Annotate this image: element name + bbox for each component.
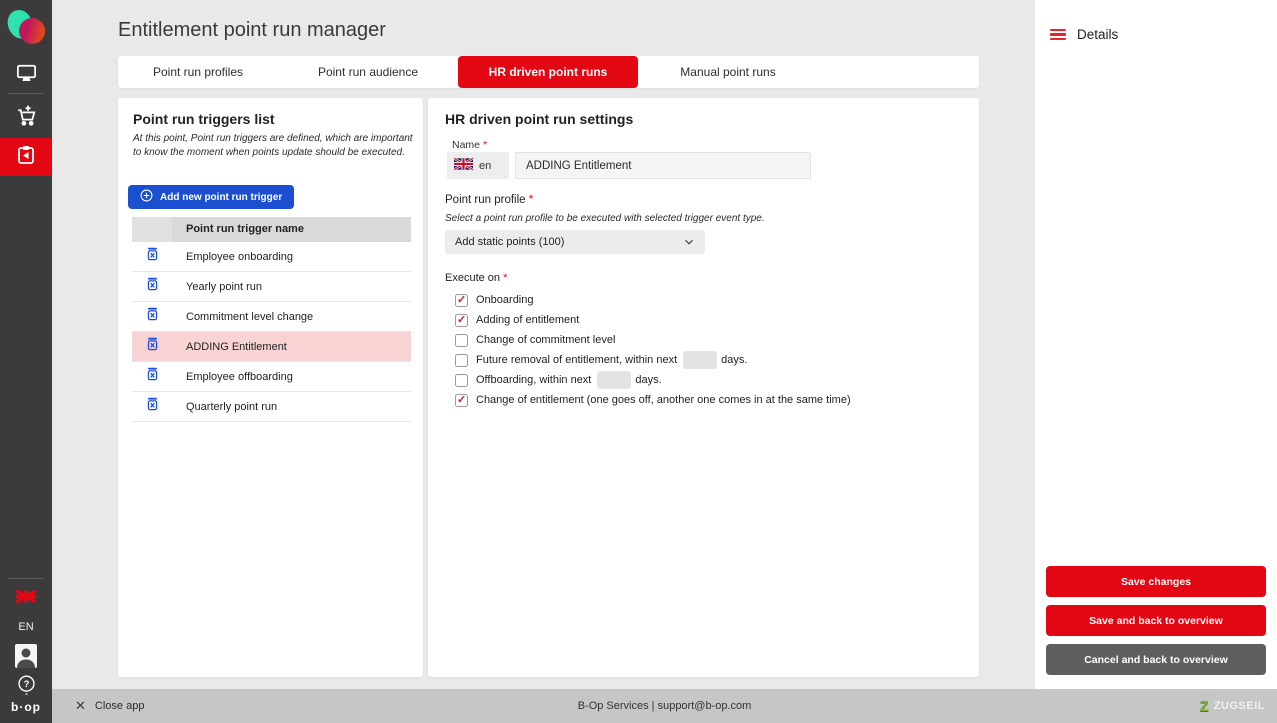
execute-on-options <box>455 290 851 410</box>
user-avatar-icon[interactable] <box>15 644 37 668</box>
option-offboarding <box>455 370 851 390</box>
sidebar-divider-bottom <box>8 578 44 579</box>
sidebar-language-label[interactable]: EN <box>18 621 34 633</box>
checkbox-change-of-commitment-level[interactable] <box>455 334 468 347</box>
cart-plus-icon <box>14 103 39 133</box>
option-suffix: days. <box>721 354 748 366</box>
language-selector[interactable] <box>447 152 509 179</box>
checkbox-future-removal[interactable] <box>455 354 468 367</box>
triggers-table-header <box>132 217 411 242</box>
monitor-icon <box>15 61 38 89</box>
zugseil-z-icon: Z <box>1199 697 1209 715</box>
close-app-label: Close app <box>94 700 145 712</box>
close-icon: ✕ <box>75 698 86 713</box>
offboarding-days-input[interactable] <box>597 371 631 389</box>
uk-flag-icon <box>454 158 473 173</box>
trigger-name: Commitment level change <box>186 310 314 323</box>
hamburger-menu-icon[interactable] <box>1050 29 1066 41</box>
delete-trash-icon[interactable] <box>145 246 160 267</box>
option-suffix: days. <box>635 374 662 386</box>
tab-point-run-audience[interactable]: Point run audience <box>317 65 419 79</box>
point-run-profile-select[interactable] <box>445 230 705 254</box>
table-row[interactable] <box>132 302 411 332</box>
option-label: Change of entitlement (one goes off, another one comes in at the same time) <box>476 394 851 406</box>
tab-hr-driven-point-runs[interactable]: HR driven point runs <box>458 56 638 88</box>
hr-settings-panel <box>428 98 979 677</box>
circle-plus-icon <box>140 189 153 205</box>
checkbox-onboarding[interactable] <box>455 294 468 307</box>
app-logo-pink-shape <box>19 18 45 44</box>
checkbox-offboarding[interactable] <box>455 374 468 387</box>
table-row-selected[interactable] <box>132 332 411 362</box>
required-asterisk: * <box>503 272 508 284</box>
option-onboarding <box>455 290 851 310</box>
sidebar <box>0 0 52 723</box>
delete-trash-icon[interactable] <box>145 306 160 327</box>
footer-bar <box>52 689 1277 723</box>
details-panel <box>1035 0 1277 689</box>
footer-brand <box>1200 689 1265 723</box>
option-future-removal <box>455 350 851 370</box>
trigger-name: Employee onboarding <box>186 250 294 263</box>
option-label: Future removal of entitlement, within next <box>476 354 678 366</box>
save-changes-button[interactable]: Save changes <box>1046 566 1266 597</box>
name-field-label: Name * <box>452 139 488 151</box>
app-logo <box>6 7 46 47</box>
point-run-triggers-panel <box>118 98 423 677</box>
header-name-column: Point run trigger name <box>172 217 411 242</box>
trigger-name: Employee offboarding <box>186 370 293 383</box>
delete-trash-icon[interactable] <box>145 336 160 357</box>
option-adding-of-entitlement <box>455 310 851 330</box>
sidebar-help[interactable] <box>0 674 52 700</box>
delete-trash-icon[interactable] <box>145 276 160 297</box>
language-code: en <box>479 159 492 172</box>
triggers-table <box>132 217 411 422</box>
add-new-point-run-trigger-button[interactable] <box>128 185 294 209</box>
table-row[interactable] <box>132 242 411 272</box>
execute-on-label: Execute on * <box>445 272 508 284</box>
name-input[interactable] <box>515 152 811 179</box>
option-label: Change of commitment level <box>476 334 616 346</box>
tab-point-run-profiles[interactable]: Point run profiles <box>152 65 244 79</box>
option-label: Onboarding <box>476 294 534 306</box>
zugseil-label: ZUGSEIL <box>1213 700 1265 712</box>
profile-field-label: Point run profile * <box>445 194 534 206</box>
chevron-down-icon <box>682 235 696 252</box>
sidebar-item-point-runs[interactable] <box>0 138 52 176</box>
tab-bar <box>118 56 979 88</box>
cancel-and-back-button[interactable]: Cancel and back to overview <box>1046 644 1266 675</box>
save-and-back-button[interactable]: Save and back to overview <box>1046 605 1266 636</box>
settings-panel-title: HR driven point run settings <box>445 111 634 127</box>
tab-manual-point-runs[interactable]: Manual point runs <box>680 65 776 79</box>
trigger-name: Yearly point run <box>186 280 263 293</box>
red-flag-icon <box>16 590 36 608</box>
header-icon-column <box>132 217 172 242</box>
profile-hint: Select a point run profile to be executed with selected trigger event type. <box>445 213 765 224</box>
trigger-name: Quarterly point run <box>186 400 278 413</box>
sidebar-item-monitor[interactable] <box>0 56 52 94</box>
main-area <box>52 0 1035 689</box>
table-row[interactable] <box>132 272 411 302</box>
option-label: Adding of entitlement <box>476 314 580 326</box>
sidebar-language-flag[interactable] <box>0 586 52 612</box>
checkbox-adding-of-entitlement[interactable] <box>455 314 468 327</box>
page-title: Entitlement point run manager <box>118 19 386 41</box>
table-row[interactable] <box>132 392 411 422</box>
option-change-of-commitment-level <box>455 330 851 350</box>
sidebar-item-cart[interactable] <box>0 99 52 137</box>
sidebar-divider <box>8 93 44 94</box>
option-label: Offboarding, within next <box>476 374 592 386</box>
details-header <box>1050 27 1118 42</box>
trigger-name: ADDING Entitlement <box>186 340 287 353</box>
option-change-of-entitlement <box>455 390 851 410</box>
future-removal-days-input[interactable] <box>683 351 717 369</box>
details-title: Details <box>1077 27 1119 42</box>
delete-trash-icon[interactable] <box>145 396 160 417</box>
help-icon <box>16 674 37 700</box>
delete-trash-icon[interactable] <box>145 366 160 387</box>
required-asterisk: * <box>482 139 488 151</box>
triggers-panel-title: Point run triggers list <box>133 111 275 127</box>
triggers-panel-description: At this point, Point run triggers are defined, which are important to know the moment when points update should be executed. <box>133 133 413 158</box>
clipboard-back-icon <box>14 143 38 172</box>
svg-text:?: ? <box>23 679 29 691</box>
profile-selected-value: Add static points (100) <box>455 236 565 248</box>
table-row[interactable] <box>132 362 411 392</box>
bop-logo: b·op <box>11 700 41 714</box>
add-button-label: Add new point run trigger <box>160 191 283 203</box>
footer-support-text: B-Op Services | support@b-op.com <box>577 700 752 712</box>
required-asterisk: * <box>528 194 534 206</box>
checkbox-change-of-entitlement[interactable] <box>455 394 468 407</box>
